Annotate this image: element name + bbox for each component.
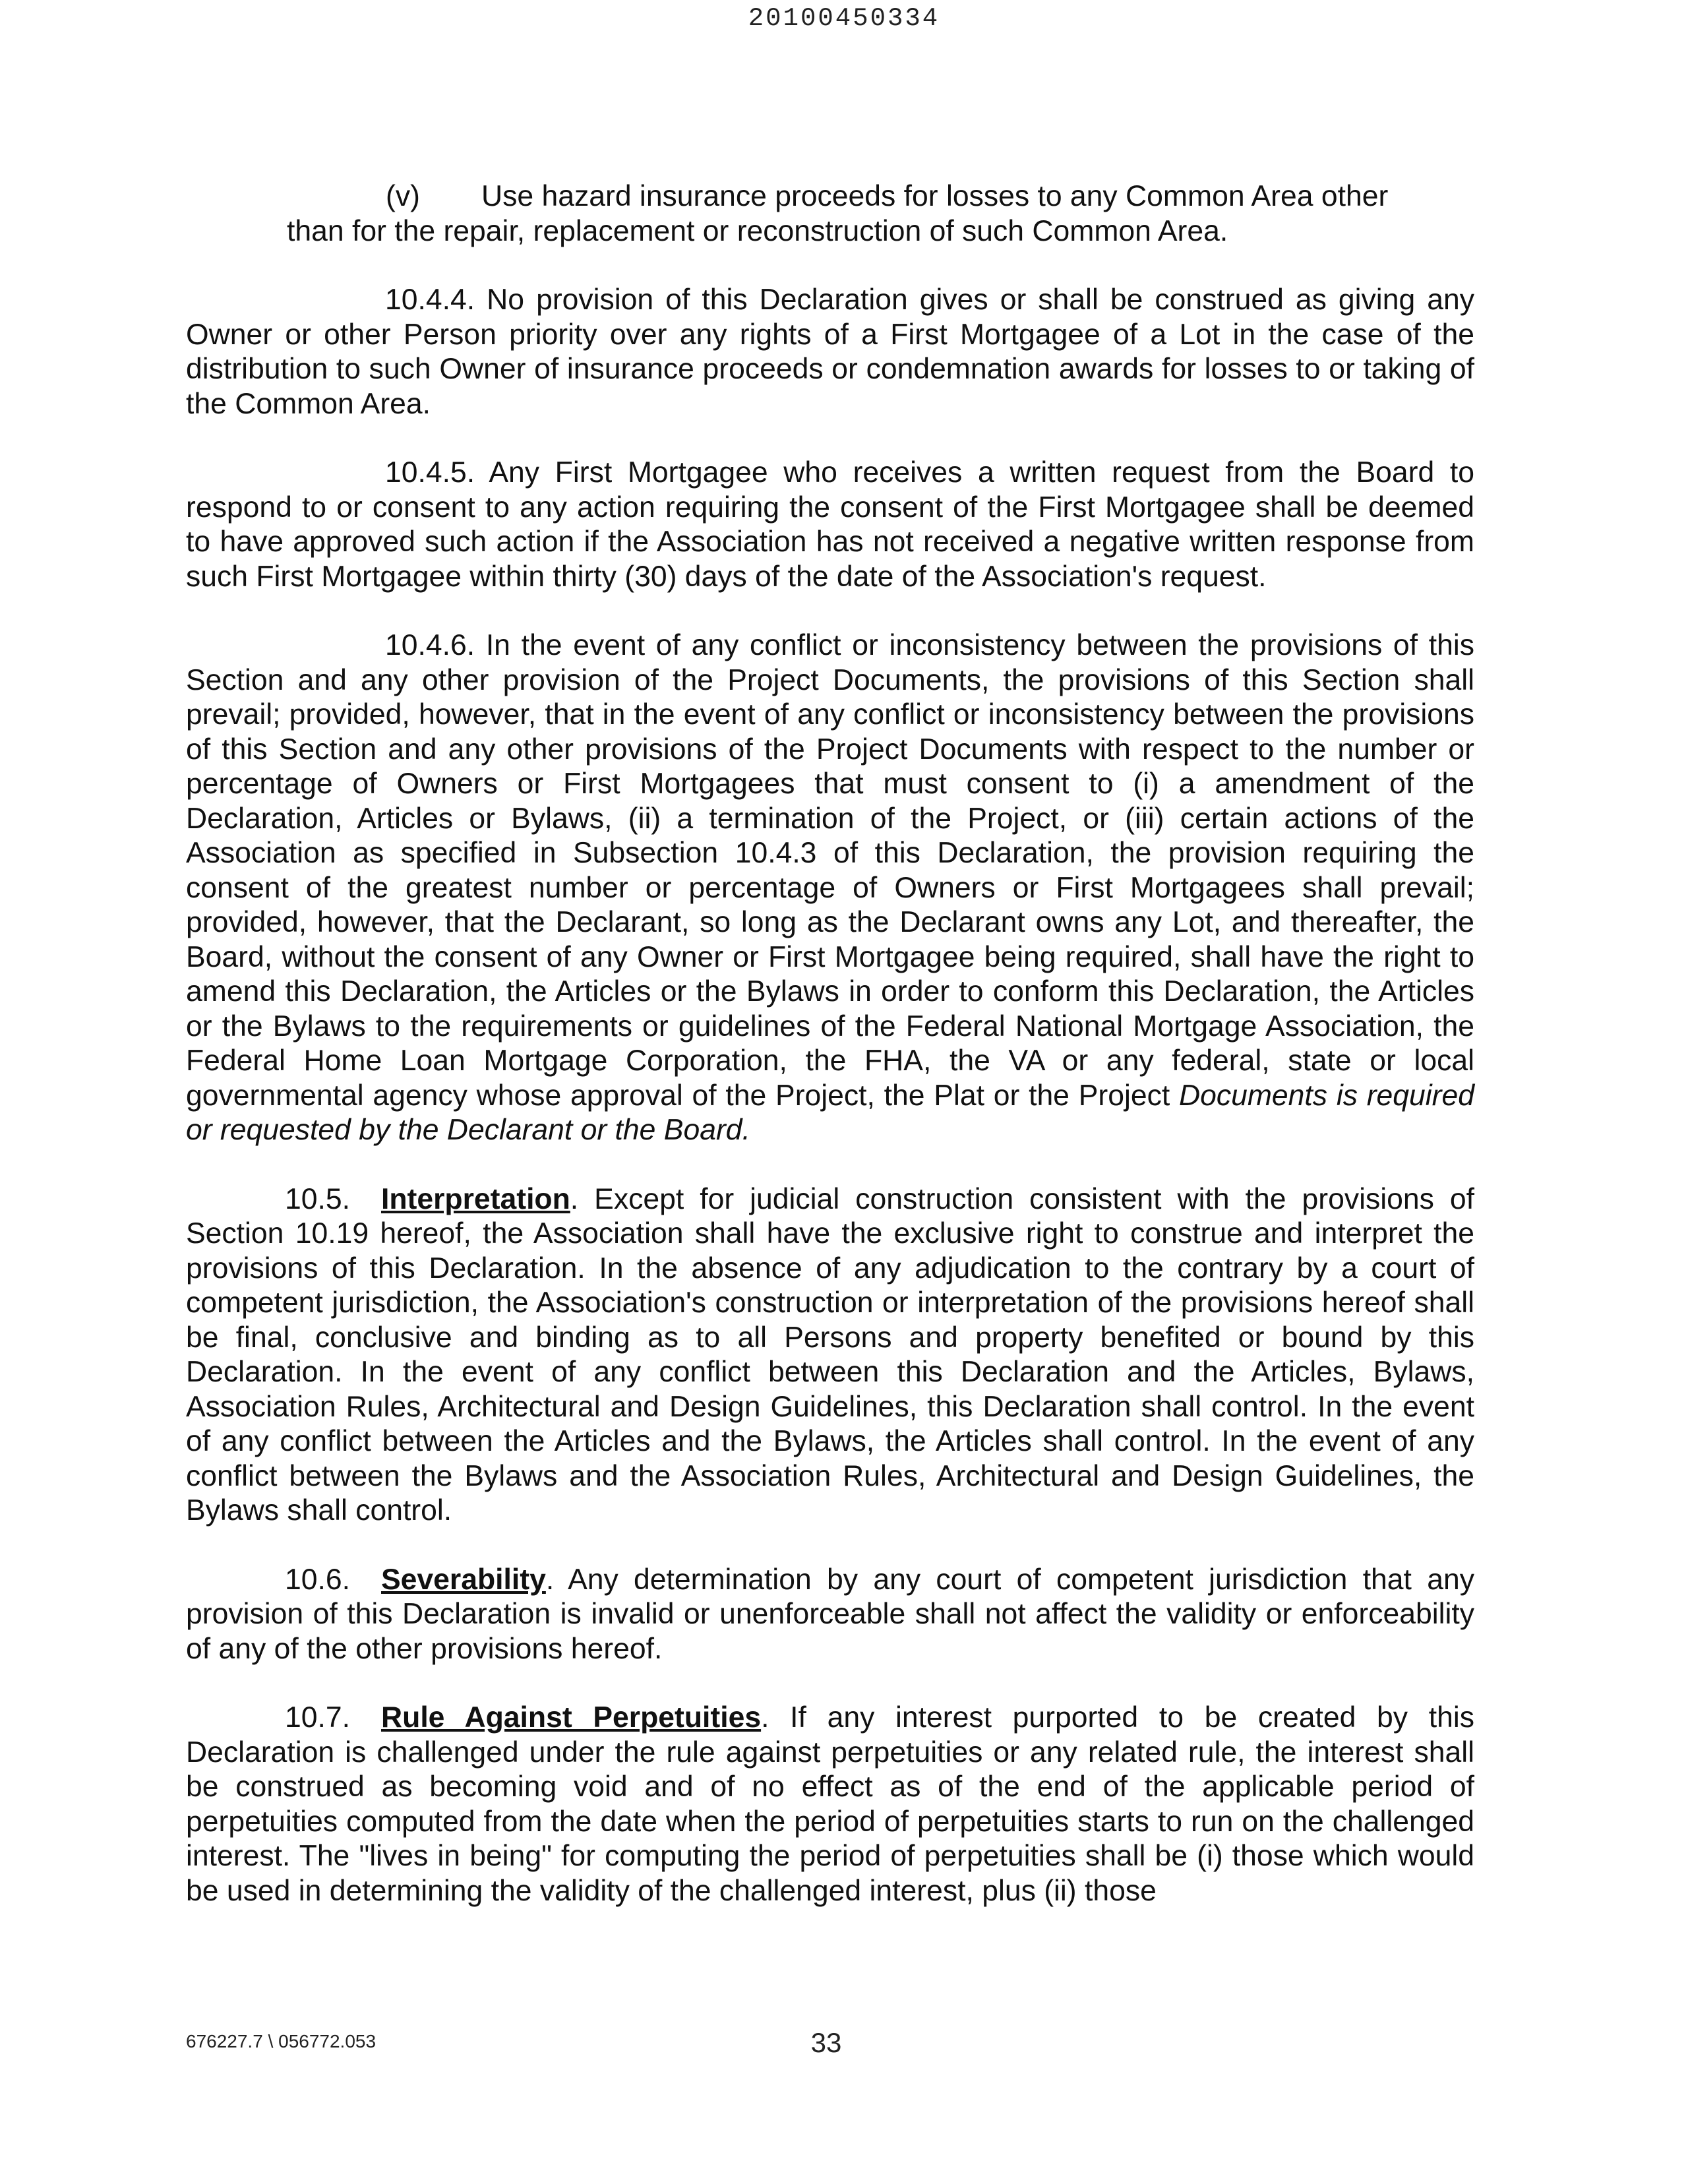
section-10-6 [186, 1563, 1474, 1667]
paragraph-10-4-5 [186, 456, 1474, 594]
paragraph-v-line1 [287, 179, 1474, 214]
document-number: 20100450334 [748, 4, 940, 33]
paragraph-text: . Any determination by any court of competent jurisdiction that any provision of this Declaration is invalid or unenforceable shall not affect the validity or enforceability of any of the other provisions hereof. [186, 1563, 1474, 1665]
paragraph-text: In the event of any conflict or inconsistency between the provisions of this Section and any other provision of the Project Documents, the provisions of this Section shall prevail; provided, however, that in the event of any conflict or inconsistency between the provisions of this Section and any other provisions of the Project Documents with respect to the number or percentage of Owners or First Mortgagees that must consent to (i) a amendment of the Declaration, Articles or Bylaws, (ii) a termination of the Project, or (iii) certain actions of the Association as specified in Subsection 10.4.3 of this Declaration, the provision requiring the consent of the greatest number or percentage of Owners or First Mortgagees shall prevail; provided, however, that the Declarant, so long as the Declarant owns any Lot, and thereafter, the Board, without the consent of any Owner or First Mortgagee being required, shall have the right to amend this Declaration, the Articles or the Bylaws in order to conform this Declaration, the Articles or the Bylaws to the requirements or guidelines of the Federal National Mortgage Association, the Federal Home Loan Mortgage Corporation, the FHA, the VA or any federal, state or local governmental agency whose approval of the Project, the Plat or the Project [186, 629, 1474, 1112]
page-number: 33 [810, 2027, 842, 2058]
paragraph-text: Any First Mortgagee who receives a written request from the Board to respond to or consent to any action requiring the consent of the First Mortgagee shall be deemed to have approved such action if the Association has not received a negative written response from such First Mortgagee within thirty (30) days of the date of the Association's request. [186, 456, 1474, 593]
paragraph-text: . If any interest purported to be created by this Declaration is challenged under the rule against perpetuities or any related rule, the interest shall be construed as becoming void and of no effect as of the end of the applicable period of perpetuities computed from the date when the period of perpetuities starts to run on the challenged interest. The "lives in being" for computing the period of perpetuities shall be (i) those which would be used in determining the validity of the challenged interest, plus (ii) those [186, 1701, 1474, 1907]
section-number: 10.4.6. [385, 629, 475, 661]
section-number: 10.6. [285, 1563, 350, 1596]
section-heading: Interpretation [381, 1182, 570, 1215]
section-number: 10.4.5. [385, 456, 475, 489]
paragraph-text-italic: Documents is required or requested by the Declarant or the Board. [186, 1079, 1474, 1146]
paragraph-10-4-4 [186, 283, 1474, 421]
section-number: 10.5. [285, 1182, 350, 1215]
section-10-5 [186, 1182, 1474, 1529]
paragraph-text: No provision of this Declaration gives or shall be construed as giving any Owner or other Person priority over any rights of a First Mortgagee of a Lot in the case of the distribution to such Owner of insurance proceeds or condemnation awards for losses to or taking of the Common Area. [186, 284, 1474, 420]
paragraph-10-4-6 [186, 628, 1474, 1148]
section-heading: Severability [381, 1563, 546, 1596]
paragraph-v-line2: than for the repair, replacement or reconstruction of such Common Area. [287, 214, 1228, 247]
paragraph-v-line1-text: Use hazard insurance proceeds for losses to any Common Area other [481, 180, 1389, 212]
paragraph-v [186, 179, 1474, 249]
document-body [186, 179, 1474, 1943]
paragraph-text: . Except for judicial construction consistent with the provisions of Section 10.19 hereof, the Association shall have the exclusive right to construe and interpret the provisions of this Declaration. In the absence of any adjudication to the contrary by a court of competent jurisdiction, the Association's construction or interpretation of the provisions hereof shall be final, conclusive and binding as to all Persons and property benefited or bound by this Declaration. In the event of any conflict between this Declaration and the Articles, Bylaws, Association Rules, Architectural and Design Guidelines, this Declaration shall control. In the event of any conflict between the Articles and the Bylaws, the Articles shall control. In the event of any conflict between the Bylaws and the Association Rules, Architectural and Design Guidelines, the Bylaws shall control. [186, 1182, 1474, 1527]
section-number: 10.4.4. [385, 284, 475, 316]
section-10-7 [186, 1701, 1474, 1908]
section-heading: Rule Against Perpetuities [381, 1701, 762, 1734]
footer-document-reference: 676227.7 \ 056772.053 [186, 2031, 377, 2051]
section-number: 10.7. [285, 1701, 350, 1734]
paragraph-v-label: (v) [386, 180, 420, 212]
